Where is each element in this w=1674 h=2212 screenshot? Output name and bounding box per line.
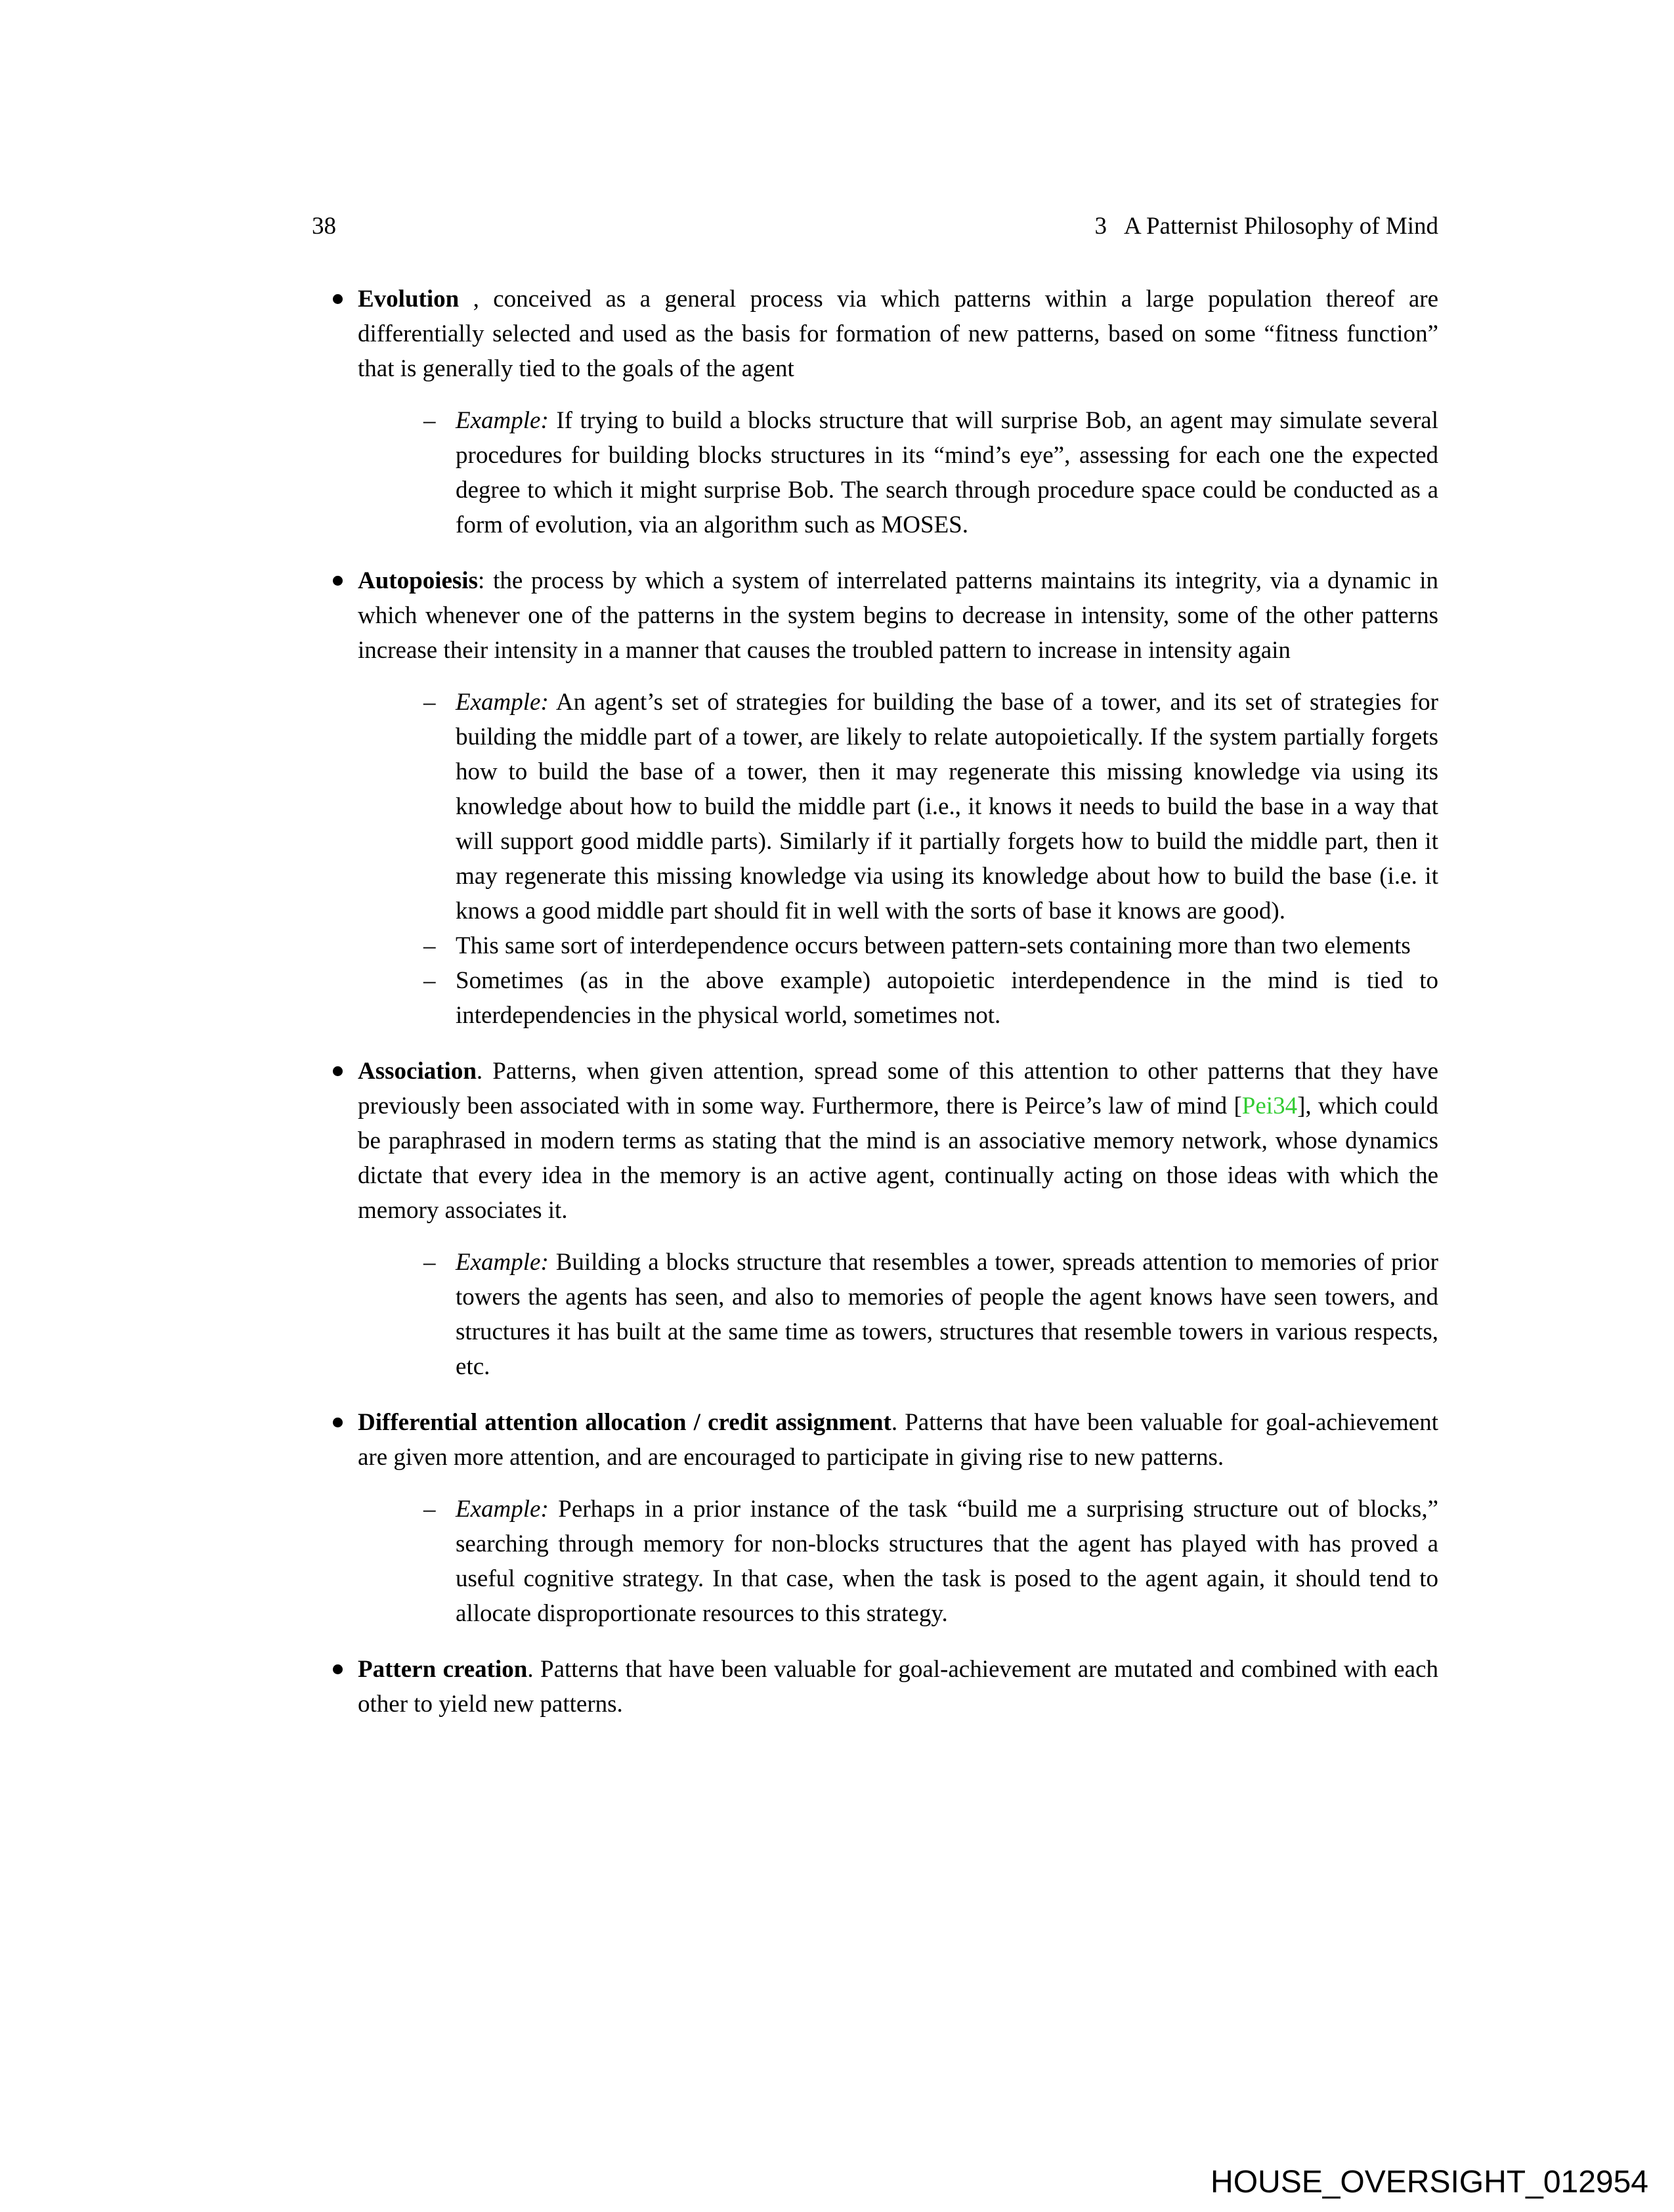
bullet-item-evolution (312, 282, 1438, 542)
bullet-paragraph (358, 1405, 1438, 1475)
bullet-icon (333, 294, 343, 304)
bullet-body-post: ], which could be paraphrased in modern terms as stating that the mind is an associative memory network, whose dynamics dictate that every idea in the memory is an active agent, continually acting on those ideas with which the memory associates it. (358, 1093, 1438, 1224)
note-item (358, 928, 1438, 963)
example-item (358, 403, 1438, 542)
bullet-body: the process by which a system of interrelated patterns maintains its integrity, via a dynamic in which whenever one of the patterns in the system begins to decrease in intensity, some of the other patterns increase their intensity in a manner that causes the troubled pattern to increase in intensity again (358, 567, 1438, 664)
bullet-sep: . (527, 1656, 541, 1683)
page-number: 38 (312, 213, 336, 240)
sub-list (358, 403, 1438, 542)
bullet-paragraph (358, 1054, 1438, 1228)
sub-list (358, 1492, 1438, 1631)
page-content (312, 0, 1438, 1722)
dash-marker: – (423, 1496, 436, 1523)
example-label: Example: (456, 407, 549, 434)
bullet-body: Patterns that have been valuable for goal-achievement are given more attention, and are encouraged to participate in giving rise to new patterns. (358, 1409, 1438, 1471)
note-paragraph (456, 928, 1438, 963)
bullet-term: Differential attention allocation / credit assignment (358, 1409, 891, 1436)
bullet-list (312, 282, 1438, 1722)
bullet-term: Pattern creation (358, 1656, 528, 1683)
sub-list (358, 685, 1438, 1033)
example-paragraph (456, 403, 1438, 542)
example-text: An agent’s set of strategies for building the base of a tower, and its set of strategies for building the middle part of a tower, are likely to relate autopoietically. If the system partially forgets how to build the base of a tower, then it may regenerate this missing knowledge via using its knowledge about how to build the middle part (i.e., it knows it needs to build the base in a way that will support good middle parts). Similarly if it partially forgets how to build the middle part, then it may regenerate this missing knowledge via using its knowledge about how to build the base (i.e. it knows a good middle part should fit in well with the sorts of base it knows are good). (456, 689, 1438, 924)
note-paragraph (456, 963, 1438, 1033)
dash-marker: – (423, 407, 436, 434)
dash-marker: – (423, 1249, 436, 1276)
page-header (312, 209, 1438, 244)
example-item (358, 1492, 1438, 1631)
bullet-icon (333, 1066, 343, 1076)
example-label: Example: (456, 1496, 549, 1523)
example-text: Perhaps in a prior instance of the task “build me a surprising structure out of blocks,” searching through memory for non-blocks structures that the agent has played with has proved a useful cognitive strategy. In that case, when the task is posed to the agent again, it should tend to allocate disproportionate resources to this strategy. (456, 1496, 1439, 1627)
bullet-item-association (312, 1054, 1438, 1384)
note-text: This same sort of interdependence occurs between pattern-sets containing more than two elements (456, 932, 1411, 959)
bullet-paragraph (358, 282, 1438, 386)
bullet-term: Evolution (358, 286, 460, 313)
note-text: Sometimes (as in the above example) autopoietic interdependence in the mind is tied to interdependencies in the physical world, sometimes not. (456, 967, 1438, 1029)
bates-stamp-watermark: HOUSE_OVERSIGHT_012954 (1211, 2165, 1648, 2200)
chapter-number: 3 (1094, 213, 1107, 240)
citation-link[interactable]: Pei34 (1241, 1093, 1298, 1119)
bullet-sep: . (476, 1058, 493, 1085)
bullet-icon (333, 1418, 343, 1427)
bullet-item-differential-attention (312, 1405, 1438, 1631)
example-text: If trying to build a blocks structure that will surprise Bob, an agent may simulate several procedures for building blocks structures in its “mind’s eye”, assessing for each one the expected degree to which it might surprise Bob. The search through procedure space could be conducted as a form of evolution, via an algorithm such as MOSES. (456, 407, 1439, 538)
bullet-sep: . (891, 1409, 905, 1436)
example-item (358, 685, 1438, 928)
chapter-title: A Patternist Philosophy of Mind (1124, 213, 1438, 240)
bullet-body: conceived as a general process via which patterns within a large population thereof are differentially selected and used as the basis for formation of new patterns, based on some “fitness function” that is generally tied to the goals of the agent (358, 286, 1439, 382)
bullet-paragraph (358, 1652, 1438, 1722)
example-text: Building a blocks structure that resembles a tower, spreads attention to memories of prior towers the agents has seen, and also to memories of people the agent knows have seen towers, and structures it has built at the same time as towers, structures that resemble towers in various respects, etc. (456, 1249, 1438, 1380)
bullet-item-pattern-creation (312, 1652, 1438, 1722)
running-title (1095, 209, 1438, 244)
example-paragraph (456, 1245, 1438, 1384)
dash-marker: – (423, 689, 436, 716)
example-label: Example: (456, 1249, 549, 1276)
bullet-body-pre: Patterns, when given attention, spread some of this attention to other patterns that they have previously been associated with in some way. Furthermore, there is Peirce’s law of mind [ (358, 1058, 1438, 1119)
bullet-term: Association (358, 1058, 477, 1085)
example-paragraph (456, 685, 1438, 928)
example-label: Example: (456, 689, 549, 716)
bullet-icon (333, 1664, 343, 1674)
bullet-paragraph (358, 563, 1438, 668)
bullet-item-autopoiesis (312, 563, 1438, 1033)
example-item (358, 1245, 1438, 1384)
bullet-term: Autopoiesis (358, 567, 478, 594)
bullet-body: Patterns that have been valuable for goal-achievement are mutated and combined with each other to yield new patterns. (358, 1656, 1439, 1718)
example-paragraph (456, 1492, 1438, 1631)
bullet-sep: , (459, 286, 494, 313)
dash-marker: – (423, 967, 436, 994)
sub-list (358, 1245, 1438, 1384)
bullet-icon (333, 576, 343, 586)
note-item (358, 963, 1438, 1033)
dash-marker: – (423, 932, 436, 959)
bullet-sep: : (477, 567, 494, 594)
